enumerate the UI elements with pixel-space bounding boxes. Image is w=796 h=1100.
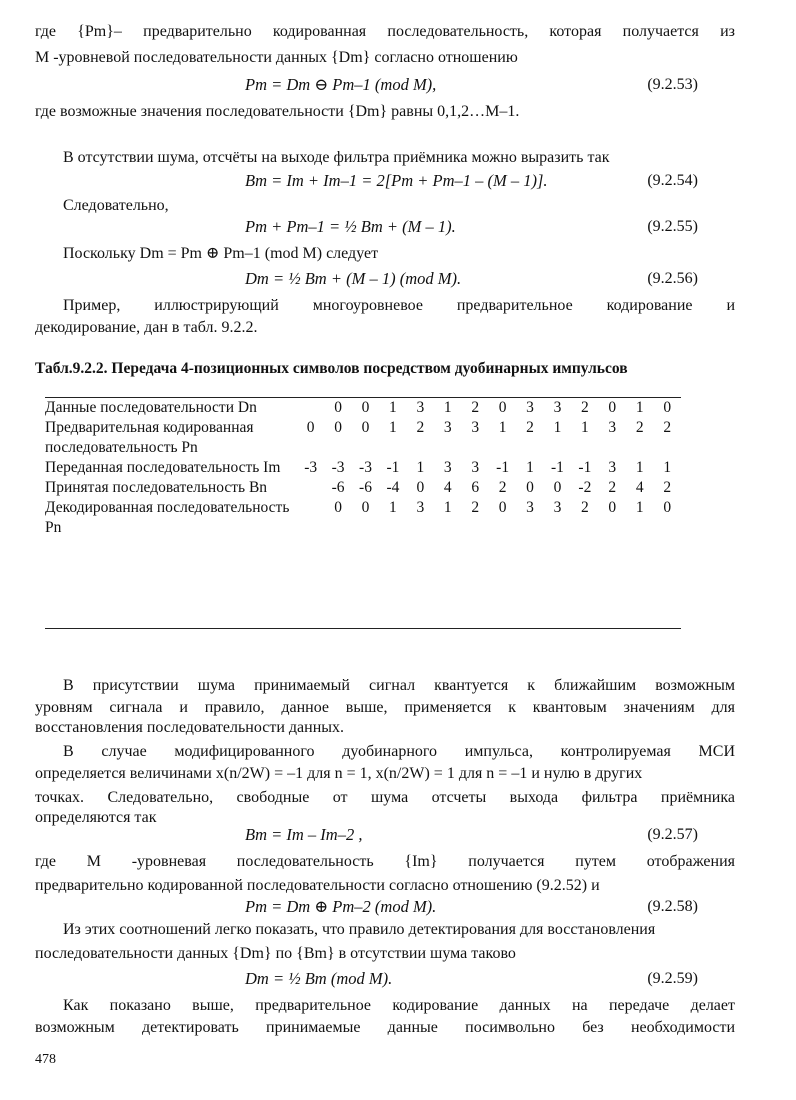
row-label: Декодированная последовательность Pn <box>45 499 290 536</box>
table-caption: Табл.9.2.2. Передача 4-позиционных символов посредством дуобинарных импульсов <box>35 360 628 377</box>
text-line: восстановления последовательности данных. <box>35 719 345 736</box>
table-cell: 0 <box>306 419 315 436</box>
row-label: Переданная последовательность Im <box>45 459 281 476</box>
table-cell: 0 <box>526 479 534 496</box>
text-line: определяется величинами x(n/2W) = –1 для n = 1, x(n/2W) = 1 для n = –1 и нулю в других <box>35 765 643 782</box>
table-cell: 0 <box>608 399 617 416</box>
text-line: предварительно кодированной последовательности согласно отношению (9.2.52) и <box>35 877 600 894</box>
equation-9-2-54: Bm = Im + Im–1 = 2[Pm + Pm–1 – (M – 1)]. <box>245 171 548 190</box>
text-line: В отсутствии шума, отсчёты на выходе фильтра приёмника можно выразить так <box>63 149 610 166</box>
table-cell: -2 <box>578 479 592 496</box>
text-line: определяются так <box>35 809 157 826</box>
equation-number: (9.2.58) <box>647 898 698 915</box>
text-line: возможным детектировать принимаемые данные посимвольно без необходимости <box>35 1019 735 1036</box>
text-line: В присутствии шума принимаемый сигнал квантуется к ближайшим возможным <box>63 677 735 694</box>
text-line: Пример, иллюстрирующий многоуровневое предварительное кодирование и <box>63 297 735 314</box>
table-cell: 3 <box>608 459 617 476</box>
table-cell: -6 <box>331 479 345 496</box>
table-cell: 1 <box>526 459 534 476</box>
text-line: где M -уровневая последовательность {Im} получается путем отображения <box>35 853 735 870</box>
text-line: Следовательно, <box>63 197 169 214</box>
table-cell: 3 <box>416 399 425 416</box>
table-cell: -3 <box>304 459 318 476</box>
table-cell: 1 <box>443 399 452 416</box>
row-label: Принятая последовательность Bn <box>45 479 268 496</box>
table-rule-bottom <box>45 628 681 629</box>
table-row <box>45 398 681 418</box>
table-cell: 4 <box>635 479 644 496</box>
table-row <box>45 478 681 498</box>
text-line: В случае модифицированного дуобинарного импульса, контролируемая МСИ <box>63 743 735 760</box>
table-cell: 0 <box>498 499 507 516</box>
table-cell: 1 <box>498 419 507 436</box>
table-cell: 3 <box>553 499 562 516</box>
table-cell: 2 <box>581 499 589 516</box>
table-cell: 4 <box>443 479 452 496</box>
table-cell: 2 <box>498 479 507 496</box>
table-cell: 1 <box>581 419 589 436</box>
equation-9-2-58: Pm = Dm ⊕ Pm–2 (mod M). <box>245 897 437 916</box>
equation-9-2-57: Bm = Im – Im–2 , <box>245 825 363 844</box>
equation-number: (9.2.54) <box>647 172 698 189</box>
text-line: точках. Следовательно, свободные от шума отсчеты выхода фильтра приёмника <box>35 789 735 806</box>
text-line: Как показано выше, предварительное кодирование данных на передаче делает <box>63 997 735 1014</box>
table-cell: 3 <box>416 499 425 516</box>
table-cell: 2 <box>581 399 589 416</box>
table-cell: 6 <box>471 479 480 496</box>
table-cell <box>297 498 324 538</box>
text-line: где возможные значения последовательности {Dm} равны 0,1,2…M–1. <box>35 103 520 120</box>
table-cell: 0 <box>663 399 672 416</box>
table-cell: 2 <box>471 499 480 516</box>
table-cell: 0 <box>334 419 342 436</box>
page-number: 478 <box>35 1052 56 1067</box>
table-cell: 1 <box>389 399 397 416</box>
text-line: уровням сигнала и правило, данное выше, применяется к квантовым значениям для <box>35 699 735 716</box>
table-cell <box>297 478 324 498</box>
table-cell: 2 <box>663 419 672 436</box>
table-cell: 0 <box>361 399 370 416</box>
table-cell: 2 <box>663 479 672 496</box>
row-label: Предварительная кодированная последовательность Pn <box>45 419 254 456</box>
text-line: последовательности данных {Dm} по {Bm} в отсутствии шума таково <box>35 945 516 962</box>
table-cell: -3 <box>331 459 345 476</box>
table-cell: 2 <box>635 419 644 436</box>
table-cell <box>297 398 324 418</box>
table-cell: 2 <box>608 479 617 496</box>
table-cell: -1 <box>386 459 400 476</box>
equation-9-2-59: Dm = ½ Bm (mod M). <box>245 969 393 988</box>
text-line: Из этих соотношений легко показать, что правило детектирования для восстановления <box>63 921 656 938</box>
table-cell: 1 <box>635 459 644 476</box>
table-cell: 3 <box>526 499 534 516</box>
equation-9-2-53: Pm = Dm ⊖ Pm–1 (mod M), <box>245 75 437 94</box>
table-cell: -1 <box>551 459 564 476</box>
table-cell: 1 <box>389 419 397 436</box>
table-cell: 0 <box>608 499 617 516</box>
table-cell: 3 <box>443 459 452 476</box>
table-cell: 0 <box>334 399 342 416</box>
table-row <box>45 458 681 478</box>
text-line: декодирование, дан в табл. 9.2.2. <box>35 319 258 336</box>
table-cell: 1 <box>416 459 425 476</box>
table-row <box>45 498 681 538</box>
table-cell: 1 <box>635 399 644 416</box>
table-cell: 1 <box>663 459 672 476</box>
table-cell: 1 <box>553 419 562 436</box>
table-cell: 3 <box>471 419 480 436</box>
table-cell: 3 <box>443 419 452 436</box>
table-cell: 0 <box>498 399 507 416</box>
table-cell: 3 <box>553 399 562 416</box>
text-line: Поскольку Dm = Pm ⊕ Pm–1 (mod M) следует <box>63 245 379 262</box>
table-cell: 0 <box>361 419 370 436</box>
equation-9-2-55: Pm + Pm–1 = ½ Bm + (M – 1). <box>245 217 456 236</box>
sequence-table <box>45 398 681 538</box>
table-row <box>45 418 681 458</box>
equation-number: (9.2.55) <box>647 218 698 235</box>
table-cell: 1 <box>443 499 452 516</box>
equation-number: (9.2.57) <box>647 826 698 843</box>
equation-number: (9.2.53) <box>647 76 698 93</box>
equation-9-2-56: Dm = ½ Bm + (M – 1) (mod M). <box>245 269 462 288</box>
table-cell: -3 <box>359 459 372 476</box>
table-cell: -1 <box>578 459 592 476</box>
text-line: где {Pm}– предварительно кодированная последовательность, которая получается из <box>35 23 735 40</box>
table-cell: 0 <box>553 479 562 496</box>
table-cell: 0 <box>416 479 425 496</box>
table-cell: 0 <box>663 499 672 516</box>
table-cell: -6 <box>359 479 372 496</box>
table-cell: 3 <box>471 459 480 476</box>
table-cell: 0 <box>334 499 342 516</box>
table-cell: -4 <box>386 479 400 496</box>
table-cell: 3 <box>526 399 534 416</box>
table-cell: 2 <box>526 419 534 436</box>
table-cell: 1 <box>635 499 644 516</box>
table-cell: 2 <box>416 419 425 436</box>
text-line: M -уровневой последовательности данных {Dm} согласно отношению <box>35 49 518 66</box>
row-label: Данные последовательности Dn <box>45 399 257 416</box>
equation-number: (9.2.59) <box>647 970 698 987</box>
table-cell: 1 <box>389 499 397 516</box>
equation-number: (9.2.56) <box>647 270 698 287</box>
table-cell: -1 <box>496 459 510 476</box>
table-cell: 0 <box>361 499 370 516</box>
table-cell: 3 <box>608 419 617 436</box>
table-cell: 2 <box>471 399 480 416</box>
